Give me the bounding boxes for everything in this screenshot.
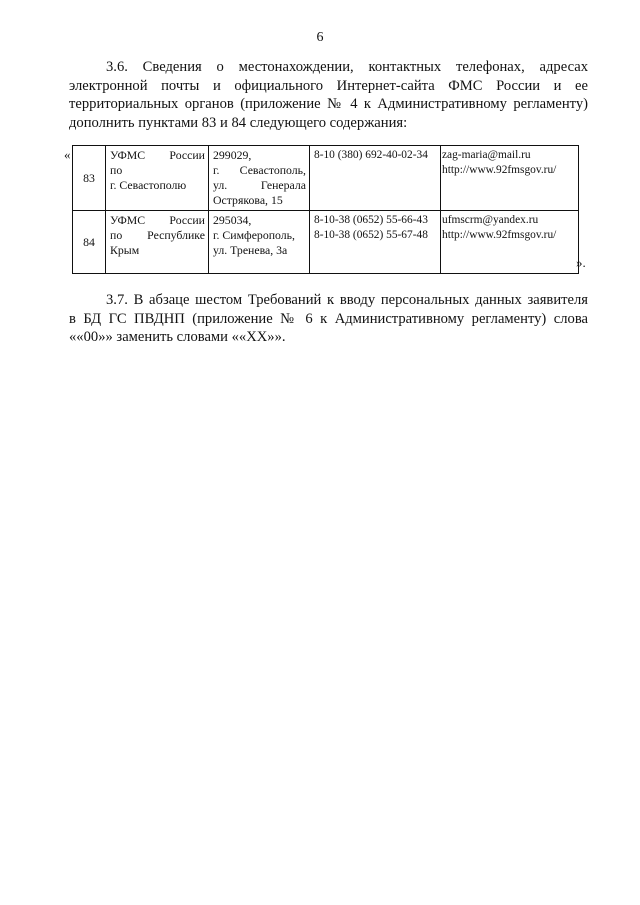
contacts-table — [72, 145, 579, 274]
phone-cell: 8-10 (380) 692-40-02-34 — [310, 146, 441, 211]
email-address: zag-maria@mail.ru — [442, 149, 531, 161]
paragraph-line: в БД ГС ПВДНП (приложение № 6 к Административному регламенту) слова — [69, 310, 588, 327]
address-cell: 295034, г. Симферополь, ул. Тренева, 3а — [209, 211, 310, 274]
paragraph-line: 3.7. В абзаце шестом Требований к вводу персональных данных заявителя — [106, 292, 588, 308]
table-row — [73, 146, 579, 211]
paragraph-line: 3.6. Сведения о местонахождении, контактных телефонах, адресах — [106, 59, 588, 75]
paragraph-line: электронной почты и официального Интернет-сайта ФМС России и ее — [69, 77, 588, 94]
row-number: 84 — [73, 211, 106, 274]
email-address: ufmscrm@yandex.ru — [442, 214, 539, 226]
organization-cell: УФМС России по Республике Крым — [106, 211, 209, 274]
paragraph-line: ««00»» заменить словами ««XX»». — [69, 329, 286, 345]
page-number: 6 — [316, 30, 324, 45]
email-site-cell — [441, 211, 579, 274]
website-url: http://www.92fmsgov.ru/ — [442, 229, 557, 241]
address-cell: 299029, г. Севастополь, ул. Генерала Острякова, 15 — [209, 146, 310, 211]
paragraph-line: территориальных органов (приложение № 4 к Административному регламенту) — [69, 96, 588, 112]
paragraph-3-6 — [69, 58, 588, 132]
closing-quote: ». — [576, 255, 586, 270]
table-row — [73, 211, 579, 274]
phone-cell: 8-10-38 (0652) 55-66-43 8-10-38 (0652) 55-67-48 — [310, 211, 441, 274]
website-url: http://www.92fmsgov.ru/ — [442, 164, 557, 176]
paragraph-line: дополнить пунктами 83 и 84 следующего содержания: — [69, 114, 408, 131]
email-site-cell — [441, 146, 579, 211]
row-number: 83 — [73, 146, 106, 211]
opening-quote: « — [64, 147, 71, 162]
paragraph-3-7 — [69, 291, 588, 347]
organization-cell: УФМС России по г. Севастополю — [106, 146, 209, 211]
